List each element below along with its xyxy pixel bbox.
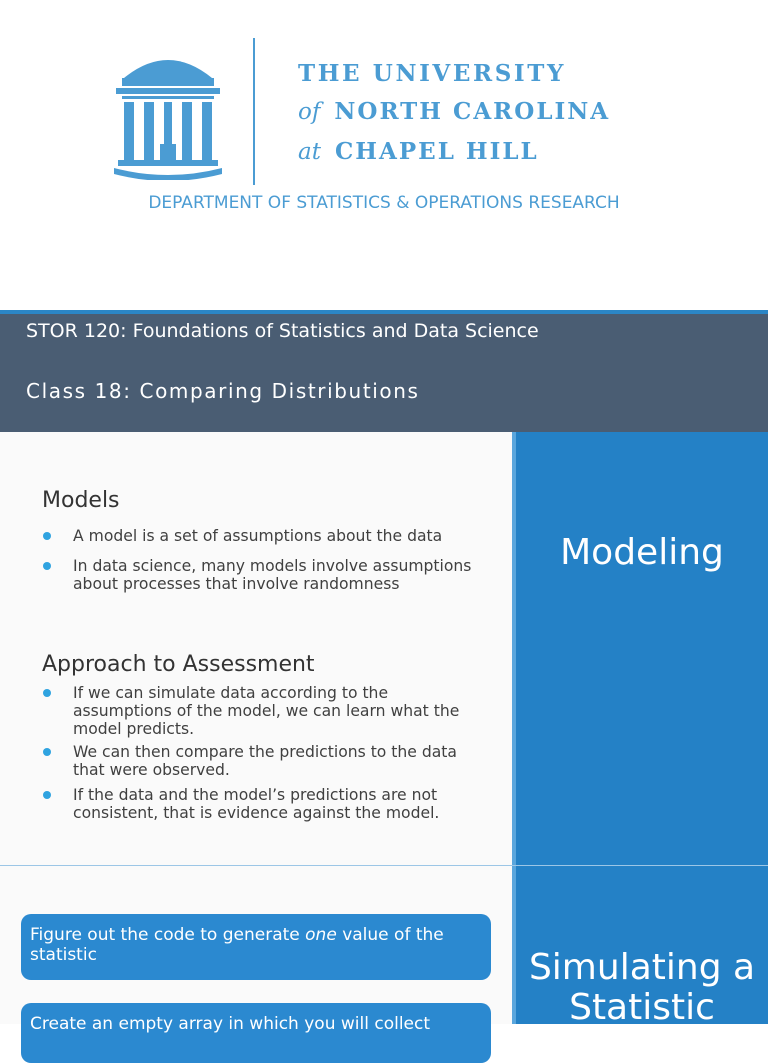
models-heading: Models	[42, 488, 120, 513]
modeling-side-panel	[512, 432, 768, 865]
university-line-3-prefix: at	[298, 139, 321, 165]
department-name: DEPARTMENT OF STATISTICS & OPERATIONS RESEARCH	[148, 193, 620, 213]
bullet-item: We can then compare the predictions to the data that were observed.	[73, 743, 483, 779]
simulating-slide	[0, 866, 768, 1034]
bullet-item: If we can simulate data according to the assumptions of the model, we can learn what the model predicts.	[73, 684, 483, 738]
approach-heading: Approach to Assessment	[42, 652, 315, 677]
university-line-2-prefix: of	[298, 99, 321, 125]
step-1-emphasis: one	[305, 925, 337, 945]
simulating-side-title: Simulating a Statistic	[528, 947, 756, 1028]
university-line-3-text: CHAPEL HILL	[334, 138, 539, 165]
step-1-text-end: value of the statistic	[30, 925, 444, 965]
modeling-side-title: Modeling	[560, 532, 724, 573]
university-line-3	[298, 138, 539, 165]
bullet-item: If the data and the model’s predictions are not consistent, that is evidence against the model.	[73, 786, 483, 822]
bullet-item: In data science, many models involve assumptions about processes that involve randomness	[73, 557, 483, 593]
step-1-text-start: Figure out the code to generate	[30, 925, 306, 945]
university-line-2	[298, 98, 610, 125]
modeling-slide	[0, 432, 768, 866]
university-line-2-text: NORTH CAROLINA	[334, 98, 611, 125]
bullet-item: A model is a set of assumptions about the data	[73, 527, 483, 545]
step-2-text: Create an empty array in which you will collect	[30, 1014, 431, 1034]
step-box-2	[21, 1003, 491, 1063]
title-band	[0, 310, 768, 432]
title-slide-header	[0, 0, 768, 310]
logo-divider	[253, 38, 255, 185]
simulating-side-panel	[512, 866, 768, 1028]
course-title: STOR 120: Foundations of Statistics and Data Science	[26, 320, 539, 342]
university-line-1: THE UNIVERSITY	[298, 60, 567, 87]
step-box-1	[21, 914, 491, 980]
class-title: Class 18: Comparing Distributions	[26, 379, 420, 403]
old-well-logo-icon	[112, 48, 224, 180]
